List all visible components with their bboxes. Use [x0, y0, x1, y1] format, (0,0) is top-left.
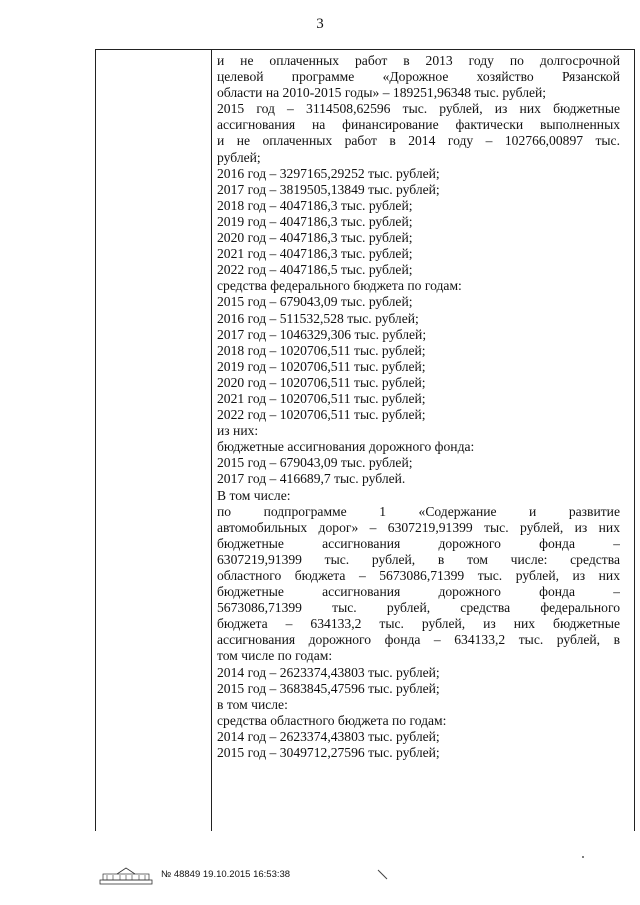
- page-number: 3: [316, 16, 324, 32]
- text-line: 2014 год – 2623374,43803 тыс. рублей;: [217, 728, 440, 744]
- building-logo-icon: [99, 866, 153, 886]
- text-line: средства областного бюджета по годам:: [217, 712, 447, 728]
- text-line: 2017 год – 416689,7 тыс. рублей.: [217, 471, 406, 487]
- text-line: В том числе:: [217, 487, 291, 503]
- column-divider: [211, 50, 212, 831]
- text-line: 2015 год – 3683845,47596 тыс. рублей;: [217, 680, 440, 696]
- text-line: 2020 год – 1020706,511 тыс. рублей;: [217, 374, 426, 390]
- text-line: 2014 год – 2623374,43803 тыс. рублей;: [217, 664, 440, 680]
- scan-dot-icon: [578, 852, 588, 862]
- scan-mark-icon: [376, 868, 390, 882]
- text-line: 2019 год – 1020706,511 тыс. рублей;: [217, 358, 426, 374]
- text-line: в том числе:: [217, 696, 288, 712]
- text-line: целевой программе «Дорожное хозяйство Рязанской: [217, 69, 620, 85]
- text-line: из них:: [217, 423, 259, 439]
- stamp-text: № 48849 19.10.2015 16:53:38: [161, 869, 291, 880]
- text-line: бюджетные ассигнования дорожного фонда –: [217, 535, 620, 551]
- text-line: областного бюджета – 5673086,71399 тыс. рублей, из них: [217, 568, 620, 583]
- text-line: 2015 год – 679043,09 тыс. рублей;: [217, 455, 413, 471]
- text-line: 5673086,71399 тыс. рублей, средства федерального: [217, 600, 620, 616]
- text-line: 2021 год – 4047186,3 тыс. рублей;: [217, 246, 413, 262]
- text-line: ассигнования дорожного фонда – 634133,2 тыс. рублей, в: [217, 632, 620, 648]
- text-line: 2022 год – 4047186,5 тыс. рублей;: [217, 262, 413, 278]
- text-line: 2018 год – 1020706,511 тыс. рублей;: [217, 342, 426, 358]
- text-line: 2016 год – 3297165,29252 тыс. рублей;: [217, 165, 440, 181]
- document-table: [95, 49, 635, 831]
- text-line: 2016 год – 511532,528 тыс. рублей;: [217, 310, 419, 326]
- text-line: бюджетные ассигнования дорожного фонда:: [217, 439, 475, 455]
- text-line: 2020 год – 4047186,3 тыс. рублей;: [217, 230, 413, 246]
- text-line: 2015 год – 3049712,27596 тыс. рублей;: [217, 745, 440, 761]
- text-line: области на 2010-2015 годы» – 189251,96348 тыс. рублей;: [217, 85, 547, 101]
- text-line: и не оплаченных работ в 2014 году – 102766,00897 тыс.: [217, 133, 620, 149]
- text-line: 2021 год – 1020706,511 тыс. рублей;: [217, 390, 426, 406]
- text-line: 2015 год – 3114508,62596 тыс. рублей, из них бюджетные: [217, 101, 620, 117]
- text-line: 2017 год – 1046329,306 тыс. рублей;: [217, 326, 427, 342]
- text-line: по подпрограмме 1 «Содержание и развитие: [217, 503, 620, 519]
- text-line: бюджета – 634133,2 тыс. рублей, из них бюджетные: [217, 616, 620, 632]
- text-line: 2018 год – 4047186,3 тыс. рублей;: [217, 197, 413, 213]
- text-line: том числе по годам:: [217, 648, 333, 664]
- text-line: 2017 год – 3819505,13849 тыс. рублей;: [217, 181, 440, 197]
- text-line: 6307219,91399 тыс. рублей, в том числе: средства: [217, 551, 620, 567]
- text-line: средства федерального бюджета по годам:: [217, 278, 462, 294]
- text-line: и не оплаченных работ в 2013 году по долгосрочной: [217, 53, 620, 68]
- text-line: бюджетные ассигнования дорожного фонда –: [217, 584, 620, 600]
- text-line: автомобильных дорог» – 6307219,91399 тыс. рублей, из них: [217, 519, 620, 535]
- text-line: 2015 год – 679043,09 тыс. рублей;: [217, 294, 413, 310]
- text-line: 2022 год – 1020706,511 тыс. рублей;: [217, 407, 426, 423]
- text-line: 2019 год – 4047186,3 тыс. рублей;: [217, 213, 413, 229]
- text-line: рублей;: [217, 149, 261, 165]
- content-cell: [217, 53, 620, 761]
- text-line: ассигнования на финансирование фактически выполненных: [217, 117, 620, 133]
